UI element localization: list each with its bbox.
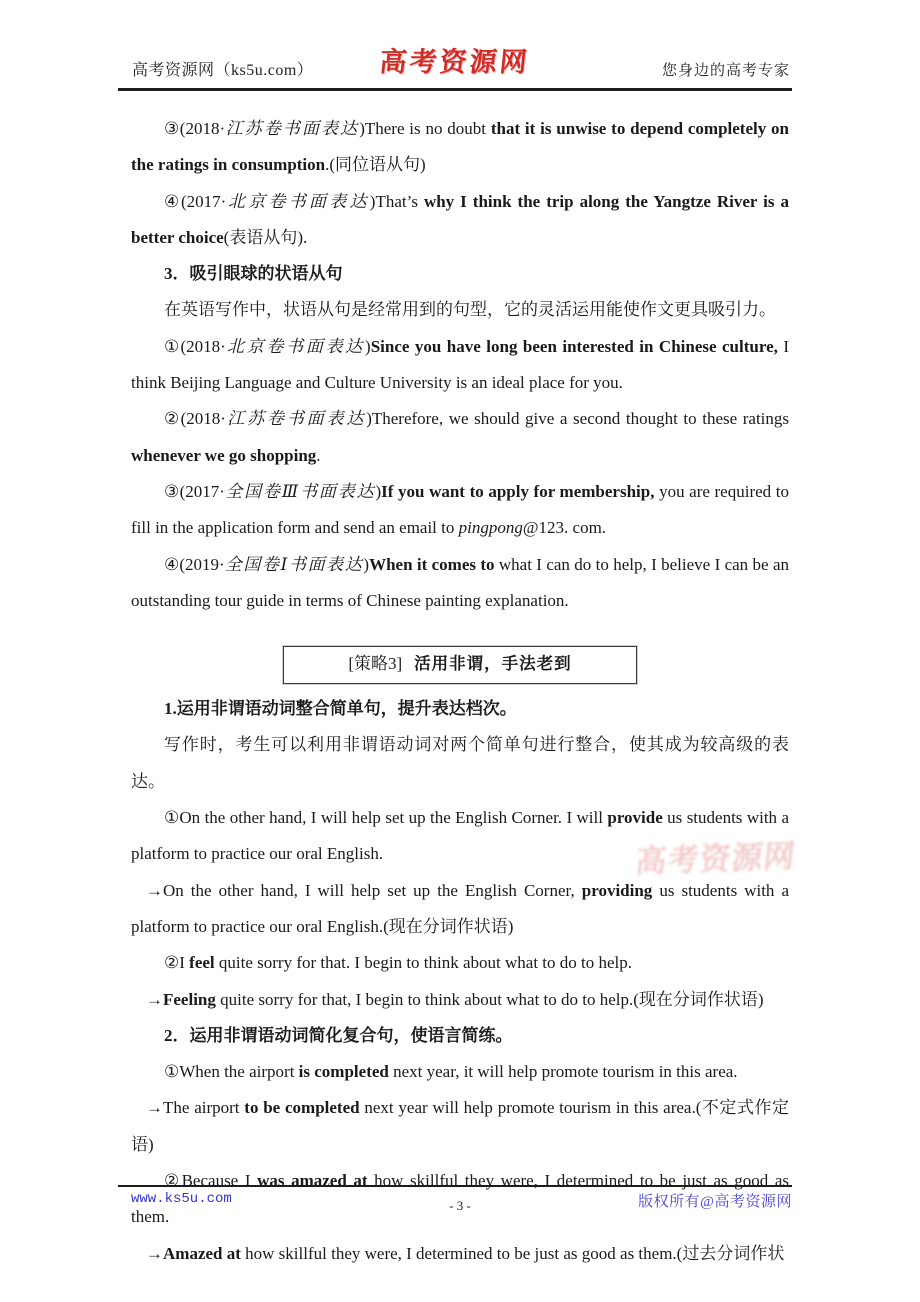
text-run: ③(2018·: [164, 119, 226, 138]
text-run: ④(2019·: [164, 554, 225, 574]
text-run: why I think the trip along the Yangtze River is a better choice: [131, 191, 790, 247]
paragraph-20: [131, 1236, 789, 1272]
paragraph-2: [131, 184, 789, 257]
paragraph-12: [131, 800, 789, 873]
text-run: @123. com.: [522, 518, 607, 538]
text-run: )There is no doubt: [359, 119, 491, 138]
paragraph-14: [131, 945, 789, 981]
text-run: 江苏卷书面表达: [225, 119, 360, 138]
paragraph-11: [131, 727, 789, 800]
strategy-box-title: 活用非谓，手法老到: [414, 655, 572, 674]
text-run: us students with a platform to practice our oral English.(现在分词作状语): [131, 880, 789, 936]
header-tagline: 您身边的高考专家: [661, 63, 790, 79]
site-logo: 高考资源网: [378, 47, 532, 78]
text-run: quite sorry for that, I begin to think about what to do to help.(现在分词作状语): [215, 989, 764, 1009]
text-run: that it is unwise to depend completely on the ratings in consumption: [131, 119, 790, 175]
page-number: - 3 -: [449, 1198, 471, 1213]
text-run: ④(2017·: [164, 191, 227, 211]
text-run: quite sorry for that. I begin to think about what to do to help.: [214, 953, 633, 973]
text-run: you are required to fill in the application form and send an email to: [131, 481, 789, 538]
paragraph-17: [131, 1054, 789, 1090]
page-header: [118, 0, 792, 91]
text-run: next year will help promote tourism in this area.(不定式作定语): [131, 1098, 790, 1154]
paragraph-4: [131, 292, 789, 328]
footer-divider: [118, 1185, 792, 1187]
text-run: →The airport: [146, 1098, 245, 1118]
text-run: provide: [607, 808, 663, 828]
text-run: .: [316, 445, 321, 465]
text-run: ②(2018·: [164, 409, 226, 429]
text-run: ②Because I: [164, 1171, 258, 1191]
text-run: how skillful they were, I determined to be just as good as them.: [131, 1171, 790, 1227]
document-body: [131, 111, 789, 1272]
text-run: 3．吸引眼球的状语从句: [164, 264, 343, 284]
text-run: ①When the airport: [164, 1062, 299, 1082]
text-run: Since you have long been interested in Chinese culture,: [370, 336, 778, 356]
footer-copyright: 版权所有@高考资源网: [638, 1194, 792, 1210]
text-run: to be completed: [244, 1098, 360, 1118]
strategy-box: [283, 646, 637, 684]
text-run: ③(2017·: [164, 481, 225, 501]
text-run: 1.运用非谓语动词整合简单句，提升表达档次。: [164, 699, 517, 719]
paragraph-3: [131, 256, 789, 292]
paragraph-1: [131, 111, 789, 184]
text-run: Amazed at: [163, 1243, 241, 1263]
text-run: .(同位语从句): [325, 155, 426, 175]
text-run: was amazed at: [257, 1171, 368, 1191]
paragraph-7: [131, 474, 789, 547]
paragraph-16: [131, 1018, 789, 1054]
text-run: providing: [581, 880, 653, 900]
text-run: 北京卷书面表达: [225, 336, 366, 356]
text-run: 2．运用非谓语动词简化复合句，使语言简练。: [164, 1025, 513, 1045]
text-run: Feeling: [163, 989, 216, 1009]
text-run: 全国卷Ⅰ书面表达: [224, 554, 364, 574]
paragraph-13: [131, 873, 789, 946]
text-run: ): [365, 336, 371, 356]
text-run: next year, it will help promote tourism in this area.: [388, 1062, 738, 1082]
text-run: When it comes to: [369, 554, 495, 574]
paragraph-6: [131, 401, 789, 474]
text-run: pingpong: [458, 518, 523, 538]
paragraph-5: [131, 329, 789, 402]
paragraph-18: [131, 1090, 789, 1163]
paragraph-8: [131, 547, 789, 620]
watermark: 高考资源网: [633, 838, 798, 880]
text-run: →: [146, 989, 163, 1009]
strategy-box-label: [策略3]: [348, 654, 403, 674]
text-run: whenever we go shopping: [131, 445, 317, 465]
text-run: is completed: [298, 1062, 389, 1082]
text-run: →: [146, 1243, 163, 1263]
text-run: 江苏卷书面表达: [225, 409, 367, 429]
paragraph-15: [131, 982, 789, 1018]
text-run: how skillful they were, I determined to be just as good as them.(过去分词作状: [240, 1243, 785, 1263]
header-site-name: 高考资源网（ks5u.com）: [132, 62, 314, 79]
footer-site-link[interactable]: www.ks5u.com: [131, 1191, 232, 1207]
text-run: feel: [189, 953, 215, 973]
text-run: what I can do to help, I believe I can be an outstanding tour guide in terms of Chinese painting explanation.: [131, 554, 789, 610]
text-run: 在英语写作中，状语从句是经常用到的句型，它的灵活运用能使作文更具吸引力。: [164, 300, 776, 320]
text-run: I think Beijing Language and Culture University is an ideal place for you.: [131, 336, 790, 393]
text-run: ①On the other hand, I will help set up the English Corner. I will: [164, 808, 608, 828]
paragraph-10: [131, 691, 789, 727]
text-run: )Therefore, we should give a second thought to these ratings: [366, 409, 790, 429]
text-run: ): [375, 481, 382, 501]
text-run: (表语从句).: [223, 227, 308, 247]
text-run: If you want to apply for membership,: [381, 481, 655, 501]
text-run: →On the other hand, I will help set up the English Corner,: [146, 880, 582, 900]
text-run: us students with a platform to practice our oral English.: [131, 808, 789, 864]
text-run: ): [363, 554, 370, 574]
text-run: 北京卷书面表达: [226, 191, 370, 211]
text-run: 写作时，考生可以利用非谓语动词对两个简单句进行整合，使其成为较高级的表达。: [131, 735, 789, 791]
text-run: ①(2018·: [164, 336, 226, 356]
text-run: )That’s: [369, 191, 424, 211]
text-run: ②I: [164, 953, 190, 973]
text-run: 全国卷Ⅲ书面表达: [224, 481, 376, 501]
